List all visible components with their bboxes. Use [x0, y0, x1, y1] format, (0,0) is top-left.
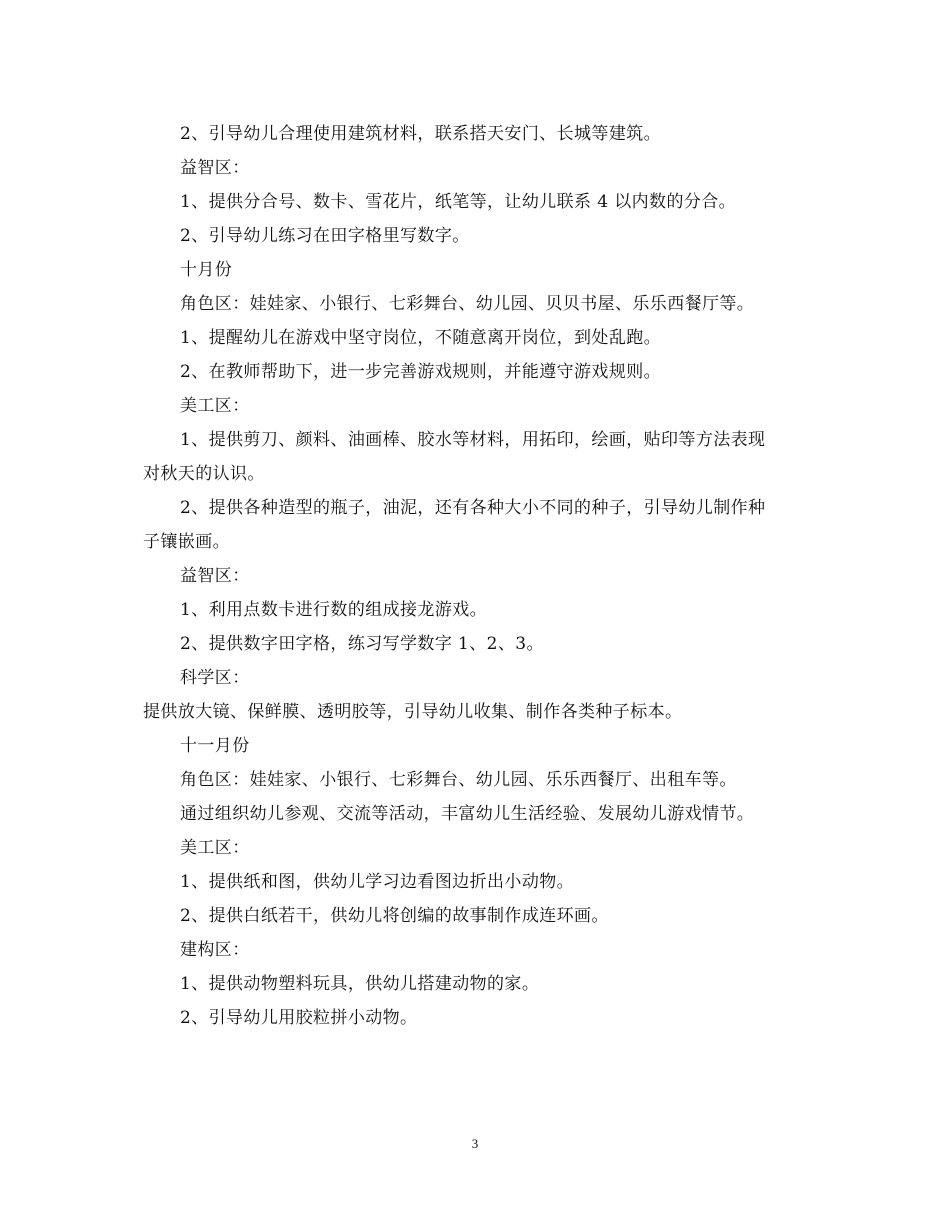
text-line: 1、提醒幼儿在游戏中坚守岗位，不随意离开岗位，到处乱跑。 — [180, 328, 662, 348]
page-body — [143, 117, 808, 1035]
text-line: 提供放大镜、保鲜膜、透明胶等，引导幼儿收集、制作各类种子标本。 — [143, 702, 683, 722]
text-line: 2、在教师帮助下，进一步完善游戏规则，并能遵守游戏规则。 — [180, 362, 662, 382]
page-number: 3 — [471, 1136, 479, 1151]
text-line: 2、提供各种造型的瓶子，油泥，还有各种大小不同的种子，引导幼儿制作种 — [180, 498, 766, 518]
text-line: 通过组织幼儿参观、交流等活动，丰富幼儿生活经验、发展幼儿游戏情节。 — [180, 804, 755, 824]
text-line: 1、提供分合号、数卡、雪花片，纸笔等，让幼儿联系 4 以内数的分合。 — [180, 192, 737, 212]
text-line: 1、提供剪刀、颜料、油画棒、胶水等材料，用拓印，绘画，贴印等方法表现 — [180, 430, 766, 450]
text-line: 2、引导幼儿用胶粒拼小动物。 — [180, 1008, 418, 1028]
text-line: 角色区：娃娃家、小银行、七彩舞台、幼儿园、乐乐西餐厅、出租车等。 — [180, 770, 737, 790]
section-heading: 益智区： — [180, 566, 250, 586]
month-heading: 十一月份 — [180, 736, 250, 756]
text-line: 2、提供白纸若干，供幼儿将创编的故事制作成连环画。 — [180, 906, 609, 926]
section-heading: 美工区： — [180, 838, 250, 858]
month-heading: 十月份 — [180, 260, 233, 280]
text-line: 1、提供纸和图，供幼儿学习边看图边折出小动物。 — [180, 872, 575, 892]
text-line: 1、利用点数卡进行数的组成接龙游戏。 — [180, 600, 488, 620]
section-heading: 益智区： — [180, 158, 250, 178]
text-line-continuation: 子镶嵌画。 — [143, 532, 230, 552]
text-line: 角色区：娃娃家、小银行、七彩舞台、幼儿园、贝贝书屋、乐乐西餐厅等。 — [180, 294, 755, 314]
section-heading: 美工区： — [180, 396, 250, 416]
section-heading: 建构区： — [180, 940, 250, 960]
text-line: 2、引导幼儿练习在田字格里写数字。 — [180, 226, 470, 246]
text-line: 2、提供数字田字格，练习写学数字 1、2、3。 — [180, 634, 544, 654]
text-line: 1、提供动物塑料玩具，供幼儿搭建动物的家。 — [180, 974, 540, 994]
text-line: 2、引导幼儿合理使用建筑材料，联系搭天安门、长城等建筑。 — [180, 124, 662, 144]
text-line-continuation: 对秋天的认识。 — [143, 464, 265, 484]
section-heading: 科学区： — [180, 668, 250, 688]
